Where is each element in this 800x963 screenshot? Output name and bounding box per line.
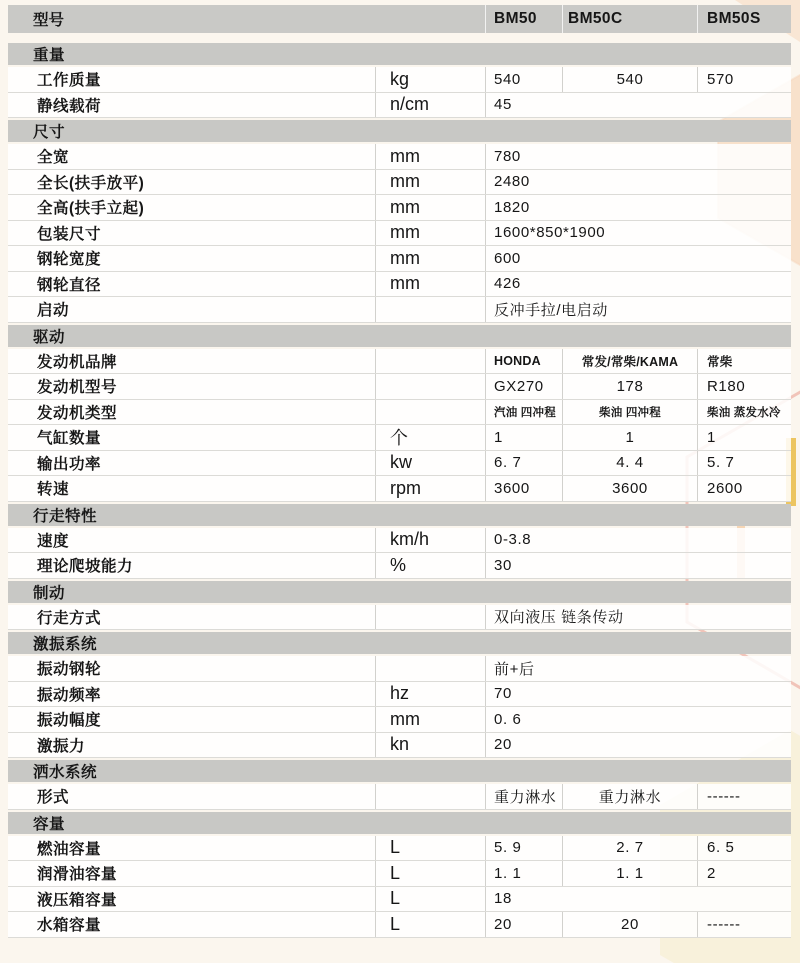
value-bm50s — [697, 861, 791, 886]
param-unit — [375, 221, 485, 246]
value-bm50 — [485, 67, 562, 92]
table-row — [8, 528, 791, 554]
table-row — [8, 887, 791, 913]
param-name-text: 理论爬坡能力 — [37, 558, 134, 576]
value-bm50s — [697, 476, 791, 501]
value-bm50-text: HONDA — [494, 353, 541, 368]
param-name — [8, 400, 375, 425]
value-bm50s-text: 6. 5 — [707, 839, 735, 857]
param-unit-text: hz — [390, 683, 410, 704]
param-unit-text: mm — [390, 273, 420, 294]
value-bm50c-text: 1. 1 — [616, 864, 644, 882]
param-name-text: 燃油容量 — [37, 840, 102, 858]
section-header: 激振系统 — [8, 632, 791, 654]
param-name-text: 形式 — [37, 789, 70, 807]
param-unit-text: n/cm — [390, 94, 430, 115]
param-unit — [375, 170, 485, 195]
param-unit-text: kg — [390, 68, 410, 89]
value-bm50s-text: 5. 7 — [707, 454, 735, 472]
param-unit — [375, 733, 485, 758]
param-unit — [375, 912, 485, 937]
param-unit-text: mm — [390, 708, 420, 729]
param-name-text: 液压箱容量 — [37, 891, 118, 909]
section-header: 制动 — [8, 581, 791, 603]
value-bm50s-text: 2600 — [707, 479, 743, 497]
table-row — [8, 425, 791, 451]
value-bm50s-text: 2 — [707, 864, 716, 882]
param-name — [8, 221, 375, 246]
param-name — [8, 67, 375, 92]
table-row — [8, 861, 791, 887]
param-name — [8, 246, 375, 271]
param-unit-text: mm — [390, 171, 420, 192]
value-all-models-text: 2480 — [494, 173, 530, 191]
table-row — [8, 707, 791, 733]
param-name — [8, 784, 375, 809]
value-bm50-text: 3600 — [494, 479, 530, 497]
value-bm50s-text: R180 — [707, 377, 746, 395]
value-all-models-text: 45 — [494, 96, 512, 114]
value-bm50c-text: 常发/常柴/KAMA — [581, 354, 679, 369]
value-bm50-text: 汽油 四冲程 — [494, 406, 556, 419]
value-bm50s-text: 570 — [707, 70, 734, 88]
param-unit — [375, 272, 485, 297]
value-all-models-text: 780 — [494, 147, 521, 165]
section-header: 驱动 — [8, 325, 791, 347]
table-row — [8, 912, 791, 938]
value-bm50 — [485, 349, 562, 374]
table-row — [8, 67, 791, 93]
value-bm50c — [562, 349, 697, 374]
param-name — [8, 144, 375, 169]
value-bm50c-text: 重力淋水 — [598, 788, 662, 806]
param-unit-text: L — [390, 862, 401, 883]
param-unit-text: kn — [390, 734, 410, 755]
value-bm50c-text: 1 — [625, 428, 635, 446]
param-name — [8, 528, 375, 553]
param-name — [8, 861, 375, 886]
value-all-models-text: 反冲手拉/电启动 — [494, 301, 608, 319]
value-bm50 — [485, 400, 562, 425]
param-name-text: 行走方式 — [37, 609, 102, 627]
value-all-models — [485, 246, 791, 271]
model-header-label: 型号 — [33, 12, 65, 29]
value-bm50-text: 6. 7 — [494, 454, 522, 472]
param-name-text: 发动机品牌 — [37, 353, 118, 371]
param-name — [8, 707, 375, 732]
value-bm50c — [562, 425, 697, 450]
param-unit-text: L — [390, 888, 401, 909]
param-unit-text: km/h — [390, 529, 430, 550]
table-row — [8, 605, 791, 631]
value-bm50s — [697, 425, 791, 450]
param-unit — [375, 605, 485, 630]
value-all-models — [485, 93, 791, 118]
value-all-models — [485, 170, 791, 195]
table-row — [8, 246, 791, 272]
param-name — [8, 682, 375, 707]
param-name — [8, 349, 375, 374]
table-row — [8, 144, 791, 170]
param-name-text: 包装尺寸 — [37, 225, 102, 243]
param-name-text: 振动幅度 — [37, 712, 102, 730]
value-bm50c — [562, 67, 697, 92]
param-name-text: 气缸数量 — [37, 430, 102, 448]
param-unit — [375, 836, 485, 861]
value-all-models-text: 0-3.8 — [494, 531, 532, 549]
value-bm50 — [485, 861, 562, 886]
value-bm50c-text: 2. 7 — [616, 839, 644, 857]
value-all-models — [485, 605, 791, 630]
value-bm50c — [562, 400, 697, 425]
section-header: 容量 — [8, 812, 791, 834]
value-all-models — [485, 221, 791, 246]
table-body — [8, 43, 791, 938]
value-bm50 — [485, 451, 562, 476]
value-all-models-text: 20 — [494, 736, 512, 754]
value-all-models — [485, 144, 791, 169]
param-name — [8, 733, 375, 758]
value-all-models — [485, 195, 791, 220]
value-all-models — [485, 297, 791, 322]
param-name — [8, 912, 375, 937]
value-bm50 — [485, 836, 562, 861]
value-bm50c — [562, 374, 697, 399]
param-unit — [375, 528, 485, 553]
param-name — [8, 553, 375, 578]
value-bm50c-text: 4. 4 — [616, 454, 644, 472]
model-header-row — [8, 5, 791, 33]
param-unit — [375, 246, 485, 271]
table-row — [8, 374, 791, 400]
param-name — [8, 425, 375, 450]
param-name-text: 全长(扶手放平) — [37, 174, 145, 192]
param-name — [8, 195, 375, 220]
param-name-text: 速度 — [37, 532, 70, 550]
value-all-models-text: 18 — [494, 890, 512, 908]
value-all-models — [485, 272, 791, 297]
value-bm50c — [562, 836, 697, 861]
param-name — [8, 272, 375, 297]
value-all-models-text: 1600*850*1900 — [494, 224, 606, 242]
table-row — [8, 476, 791, 502]
table-row — [8, 170, 791, 196]
value-bm50c — [562, 451, 697, 476]
param-name — [8, 656, 375, 681]
value-all-models — [485, 553, 791, 578]
table-row — [8, 784, 791, 810]
param-name — [8, 374, 375, 399]
param-unit-text: mm — [390, 247, 420, 268]
value-bm50-text: GX270 — [494, 377, 544, 395]
value-bm50s-text: 柴油 蒸发水冷 — [707, 406, 781, 419]
header-gap — [8, 33, 791, 41]
value-bm50s-text: ------ — [707, 915, 741, 933]
model-col-bm50c: BM50C — [562, 5, 697, 33]
value-bm50 — [485, 425, 562, 450]
param-name-text: 启动 — [37, 302, 70, 320]
value-bm50c-text: 540 — [616, 70, 644, 88]
param-unit-text: 个 — [390, 428, 408, 449]
param-unit — [375, 861, 485, 886]
table-row — [8, 221, 791, 247]
value-all-models — [485, 707, 791, 732]
param-name-text: 全高(扶手立起) — [37, 200, 145, 218]
value-all-models-text: 600 — [494, 249, 521, 267]
value-bm50 — [485, 912, 562, 937]
param-unit-text: mm — [390, 145, 420, 166]
param-name — [8, 887, 375, 912]
param-name-text: 静线载荷 — [37, 97, 102, 115]
param-name-text: 工作质量 — [37, 72, 102, 90]
param-unit — [375, 297, 485, 322]
value-bm50c-text: 20 — [621, 915, 639, 933]
value-all-models — [485, 528, 791, 553]
param-name — [8, 476, 375, 501]
param-name — [8, 170, 375, 195]
param-name-text: 转速 — [37, 481, 70, 499]
value-bm50-text: 540 — [494, 70, 521, 88]
value-all-models — [485, 733, 791, 758]
value-bm50-text: 1 — [494, 428, 503, 446]
param-unit — [375, 67, 485, 92]
param-name-text: 水箱容量 — [37, 917, 102, 935]
param-name-text: 激振力 — [37, 737, 86, 755]
value-bm50c — [562, 784, 697, 809]
value-bm50-text: 重力淋水 — [494, 788, 557, 806]
param-unit-text: kw — [390, 452, 412, 473]
param-unit — [375, 784, 485, 809]
param-unit-text: rpm — [390, 477, 421, 498]
value-bm50s — [697, 400, 791, 425]
value-bm50-text: 5. 9 — [494, 839, 522, 857]
param-name-text: 全宽 — [37, 149, 70, 167]
param-unit — [375, 476, 485, 501]
value-all-models-text: 0. 6 — [494, 710, 522, 728]
param-unit-text: mm — [390, 222, 420, 243]
param-unit — [375, 451, 485, 476]
param-unit — [375, 682, 485, 707]
value-bm50s-text: 1 — [707, 428, 716, 446]
value-bm50s — [697, 349, 791, 374]
param-unit-text: L — [390, 913, 401, 934]
param-name-text: 润滑油容量 — [37, 866, 118, 884]
value-bm50s — [697, 784, 791, 809]
value-bm50c-text: 柴油 四冲程 — [599, 406, 661, 419]
param-name — [8, 836, 375, 861]
param-unit — [375, 195, 485, 220]
value-all-models — [485, 887, 791, 912]
value-bm50 — [485, 476, 562, 501]
section-header: 重量 — [8, 43, 791, 65]
param-name-text: 输出功率 — [37, 455, 102, 473]
table-row — [8, 451, 791, 477]
value-all-models — [485, 656, 791, 681]
value-bm50s — [697, 836, 791, 861]
table-row — [8, 297, 791, 323]
table-row — [8, 733, 791, 759]
param-unit — [375, 349, 485, 374]
table-row — [8, 349, 791, 375]
param-name-text: 振动频率 — [37, 686, 102, 704]
value-bm50-text: 1. 1 — [494, 864, 522, 882]
value-all-models-text: 1820 — [494, 198, 530, 216]
table-row — [8, 272, 791, 298]
param-name — [8, 297, 375, 322]
model-col-bm50: BM50 — [485, 5, 562, 33]
table-row — [8, 400, 791, 426]
value-all-models-text: 前+后 — [494, 660, 535, 678]
table-row — [8, 656, 791, 682]
param-unit — [375, 374, 485, 399]
value-bm50s — [697, 451, 791, 476]
value-bm50s — [697, 374, 791, 399]
param-unit — [375, 425, 485, 450]
param-unit — [375, 553, 485, 578]
value-bm50s — [697, 67, 791, 92]
model-col-bm50s: BM50S — [697, 5, 791, 33]
param-name-text: 发动机类型 — [37, 404, 118, 422]
table-row — [8, 93, 791, 119]
value-all-models-text: 426 — [494, 275, 521, 293]
param-name-text: 钢轮直径 — [37, 276, 102, 294]
param-name-text: 振动钢轮 — [37, 661, 102, 679]
param-unit — [375, 144, 485, 169]
value-all-models-text: 双向液压 链条传动 — [494, 609, 624, 627]
value-bm50c — [562, 912, 697, 937]
param-name-text: 钢轮宽度 — [37, 251, 102, 269]
param-unit-text: % — [390, 554, 407, 575]
value-bm50-text: 20 — [494, 915, 512, 933]
param-name — [8, 451, 375, 476]
param-name-text: 发动机型号 — [37, 379, 118, 397]
param-unit — [375, 887, 485, 912]
value-bm50s — [697, 912, 791, 937]
param-unit — [375, 400, 485, 425]
section-header: 尺寸 — [8, 120, 791, 142]
table-row — [8, 195, 791, 221]
param-name — [8, 605, 375, 630]
spec-table — [8, 5, 791, 938]
value-bm50s-text: ------ — [707, 787, 741, 805]
table-row — [8, 682, 791, 708]
param-unit — [375, 707, 485, 732]
section-header: 行走特性 — [8, 504, 791, 526]
param-unit-text: L — [390, 837, 401, 858]
param-unit — [375, 656, 485, 681]
value-bm50c-text: 3600 — [612, 479, 648, 497]
table-row — [8, 836, 791, 862]
value-bm50 — [485, 374, 562, 399]
param-unit-text: mm — [390, 196, 420, 217]
value-bm50s-text: 常柴 — [707, 354, 733, 369]
table-row — [8, 553, 791, 579]
value-all-models — [485, 682, 791, 707]
value-bm50 — [485, 784, 562, 809]
value-all-models-text: 70 — [494, 685, 512, 703]
value-all-models-text: 30 — [494, 556, 512, 574]
value-bm50c-text: 178 — [616, 377, 644, 395]
value-bm50c — [562, 476, 697, 501]
param-name — [8, 93, 375, 118]
param-unit — [375, 93, 485, 118]
section-header: 洒水系统 — [8, 760, 791, 782]
value-bm50c — [562, 861, 697, 886]
